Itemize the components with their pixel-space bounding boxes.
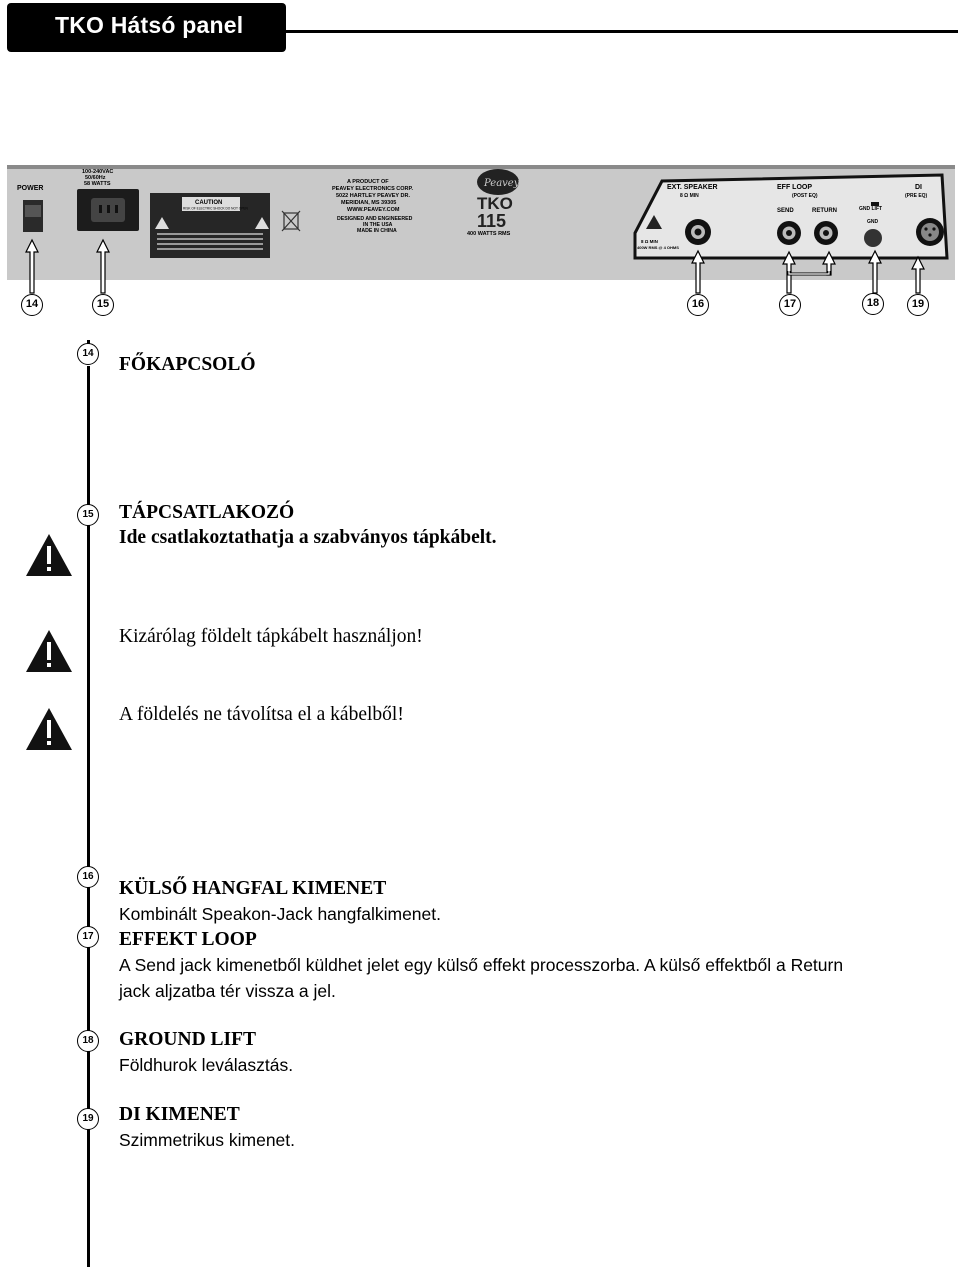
eff-loop-label: EFF LOOP xyxy=(777,184,812,191)
callout-16: 16 xyxy=(687,294,709,316)
send-label: SEND xyxy=(777,208,794,214)
side-callout-16: 16 xyxy=(77,866,99,888)
design-line: DESIGNED AND ENGINEERED xyxy=(337,216,413,222)
header-rule xyxy=(286,30,958,33)
section-body-ground-lift: Földhurok leválasztás. xyxy=(119,1055,294,1075)
design-line: MADE IN CHINA xyxy=(357,228,397,234)
caution-subtitle: RISK OF ELECTRIC SHOCK DO NOT OPEN xyxy=(183,206,248,211)
model-number: 115 xyxy=(477,211,507,231)
warning-icon xyxy=(24,628,74,674)
frequency-line: 50/60Hz xyxy=(85,175,106,181)
voltage-line: 100-240VAC xyxy=(82,169,114,175)
section-body-ext-speaker: Kombinált Speakon-Jack hangfalkimenet. xyxy=(119,904,441,924)
ext-ohms-label: 8 Ω MIN xyxy=(680,193,699,199)
return-label: RETURN xyxy=(812,208,837,214)
section-title-effect-loop: EFFEKT LOOP xyxy=(119,929,257,950)
section-title-power-switch: FŐKAPCSOLÓ xyxy=(119,354,256,375)
section-title-di-output: DI KIMENET xyxy=(119,1104,240,1125)
callout-18: 18 xyxy=(862,293,884,315)
warning-text-ground-removal: A földelés ne távolítsa el a kábelből! xyxy=(119,704,404,725)
warning-icon xyxy=(24,706,74,752)
warning-icon xyxy=(24,532,74,578)
callout-arrows xyxy=(0,225,960,320)
maker-line: PEAVEY ELECTRONICS CORP. xyxy=(332,186,413,192)
rating-label: 8 Ω MIN xyxy=(641,239,658,244)
warning-text-grounded: Kizárólag földelt tápkábelt használjon! xyxy=(119,626,423,647)
maker-line: 5022 HARTLEY PEAVEY DR. xyxy=(336,193,410,199)
ext-speaker-label: EXT. SPEAKER xyxy=(667,184,718,191)
section-body-power-socket: Ide csatlakoztathatja a szabványos tápkábelt. xyxy=(119,527,497,548)
side-callout-14: 14 xyxy=(77,343,99,365)
di-label: DI xyxy=(915,184,922,191)
callout-15: 15 xyxy=(92,294,114,316)
section-body-effect-loop-2: jack aljzatba tér vissza a jel. xyxy=(119,981,336,1001)
maker-line: A PRODUCT OF xyxy=(347,179,389,185)
page-title: TKO Hátsó panel xyxy=(55,12,244,38)
section-body-effect-loop: A Send jack kimenetből küldhet jelet egy külső effekt processzorba. A külső effektből a Return xyxy=(119,955,844,975)
watts-rating: 400 WATTS RMS xyxy=(467,231,511,237)
section-title-ground-lift: GROUND LIFT xyxy=(119,1029,257,1050)
callout-14: 14 xyxy=(21,294,43,316)
rating-label-2: 400W RMS @ 4 OHMS xyxy=(637,245,679,250)
di-sub-label: (PRE EQ) xyxy=(905,193,928,199)
timeline-line xyxy=(87,366,90,1267)
gnd-lift-label: GND LIFT xyxy=(859,206,883,212)
power-label: POWER xyxy=(17,185,44,192)
brand-text: Peavey xyxy=(484,178,520,189)
side-callout-17: 17 xyxy=(77,926,99,948)
caution-title: CAUTION xyxy=(195,200,223,206)
maker-line: MERIDIAN, MS 39305 xyxy=(341,200,397,206)
design-line: IN THE USA xyxy=(363,222,393,228)
side-callout-18: 18 xyxy=(77,1030,99,1052)
gnd-label: GND xyxy=(867,219,879,225)
post-eq-label: (POST EQ) xyxy=(792,193,818,199)
callout-17: 17 xyxy=(779,294,801,316)
section-title-power-socket: TÁPCSATLAKOZÓ xyxy=(119,502,295,523)
side-callout-19: 19 xyxy=(77,1108,99,1130)
model-name: TKO xyxy=(477,194,513,213)
watts-line: 58 WATTS xyxy=(84,181,111,187)
side-callout-15: 15 xyxy=(77,504,99,526)
gnd-lift-indicator xyxy=(871,202,879,206)
callout-19: 19 xyxy=(907,294,929,316)
section-title-ext-speaker: KÜLSŐ HANGFAL KIMENET xyxy=(119,878,387,899)
maker-line: WWW.PEAVEY.COM xyxy=(347,207,400,213)
section-body-di-output: Szimmetrikus kimenet. xyxy=(119,1130,296,1150)
